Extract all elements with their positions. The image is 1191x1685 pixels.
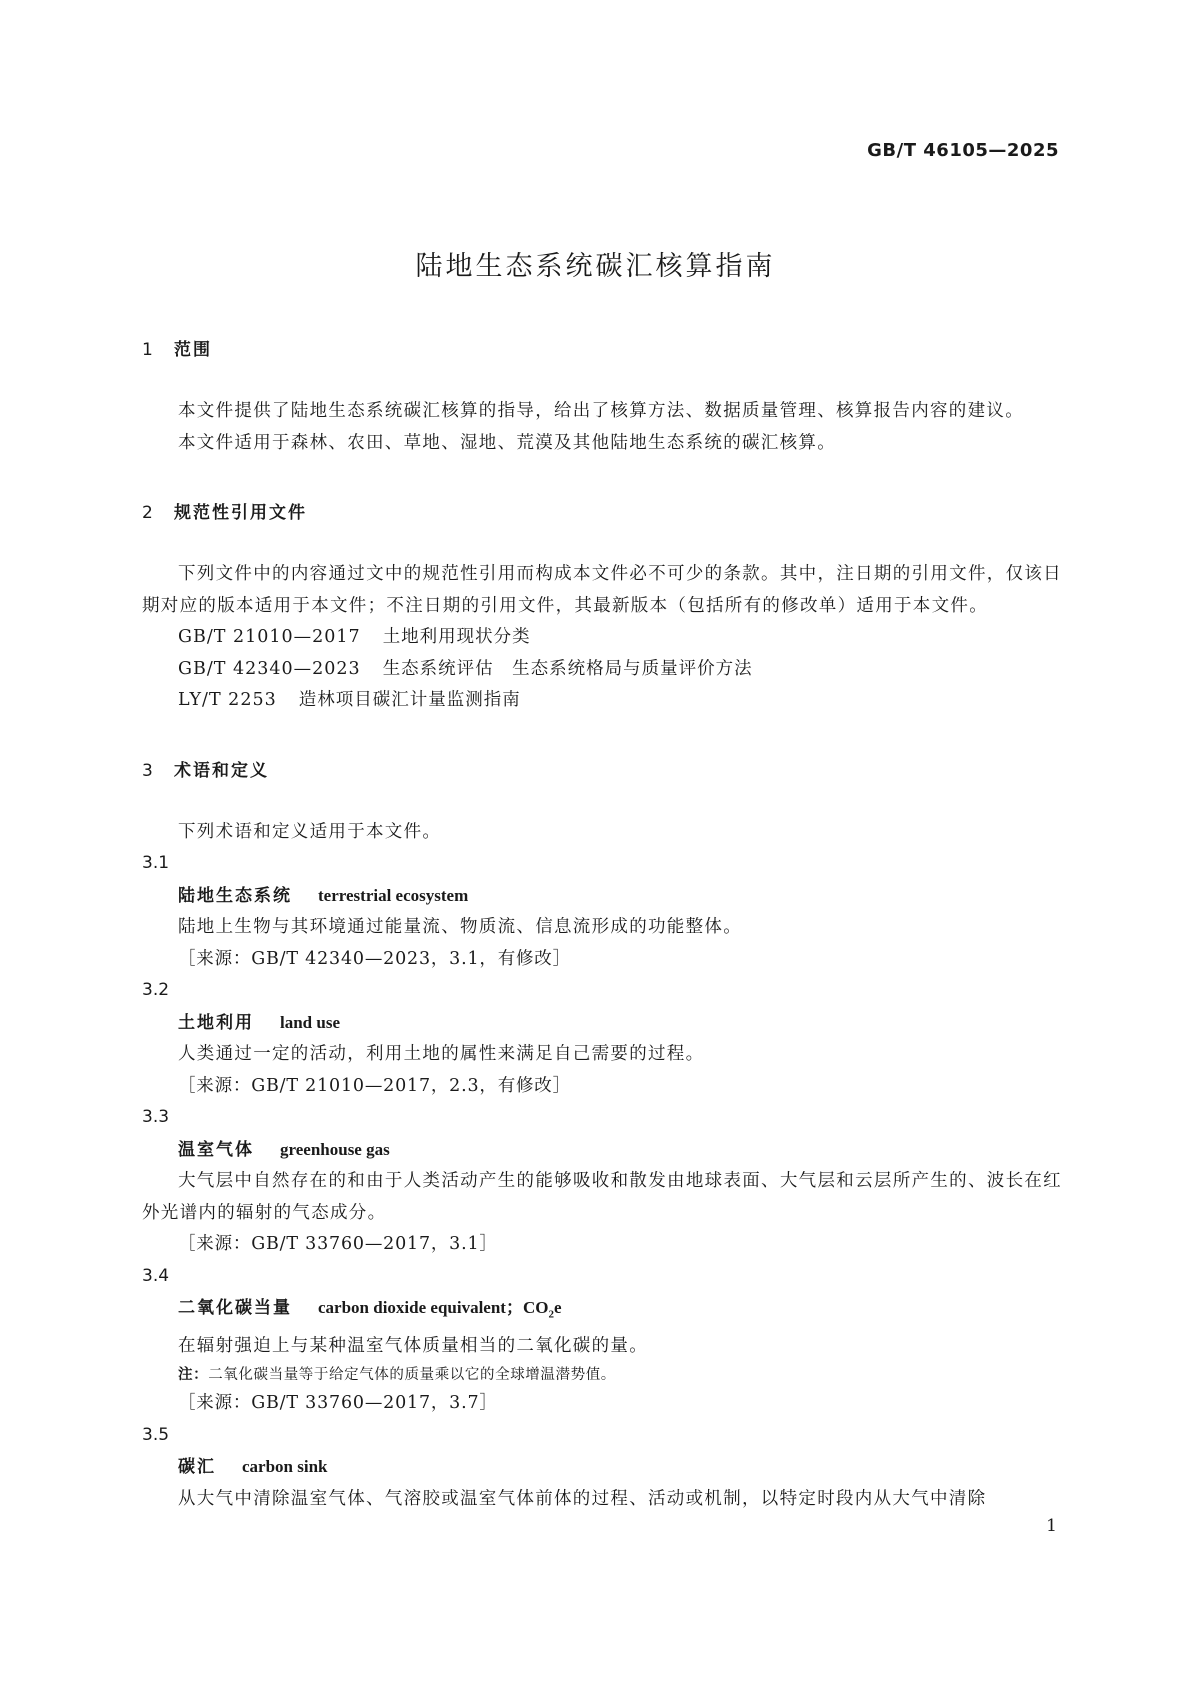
document-body	[142, 336, 1062, 1515]
term-definition: 人类通过一定的活动，利用土地的属性来满足自己需要的过程。	[178, 1044, 705, 1064]
section-number: 3	[142, 760, 155, 781]
term-source: ［来源：GB/T 21010—2017，2.3，有修改］	[178, 1075, 571, 1096]
page-number: 1	[1046, 1516, 1057, 1536]
term-definition: 从大气中清除温室气体、气溶胶或温室气体前体的过程、活动或机制，以特定时段内从大气中清除	[178, 1488, 987, 1509]
section-title: 范围	[174, 340, 212, 360]
reference-code: GB/T 21010—2017	[178, 627, 361, 647]
note-text: 二氧化碳当量等于给定气体的质量乘以它的全球增温潜势值。	[208, 1367, 616, 1384]
term-entry	[142, 1134, 1062, 1167]
document-title: 陆地生态系统碳汇核算指南	[415, 251, 776, 282]
term-en: land use	[280, 1012, 340, 1032]
term-number: 3.3	[142, 1107, 170, 1127]
term-zh: 陆地生态系统	[178, 885, 292, 906]
term-zh: 碳汇	[178, 1457, 216, 1478]
section-heading-normative	[142, 499, 1062, 527]
term-number: 3.4	[142, 1265, 170, 1286]
section-number: 1	[142, 340, 155, 360]
subscript: 2	[548, 1308, 554, 1321]
reference-title: 造林项目碳汇计量监测指南	[298, 690, 521, 710]
section-title: 规范性引用文件	[174, 503, 307, 523]
section-title: 术语和定义	[174, 760, 269, 781]
term-zh: 二氧化碳当量	[178, 1298, 292, 1318]
term-zh: 温室气体	[178, 1139, 254, 1160]
term-definition: 大气层中自然存在的和由于人类活动产生的能够吸收和散发由地球表面、大气层和云层所产生的、波长在红外光谱内的辐射的气态成分。	[142, 1171, 1062, 1223]
reference-item	[142, 685, 1062, 717]
term-definition: 陆地上生物与其环境通过能量流、物质流、信息流形成的功能整体。	[178, 917, 742, 937]
paragraph: 下列术语和定义适用于本文件。	[178, 821, 442, 842]
term-number: 3.2	[142, 980, 170, 1000]
paragraph: 下列文件中的内容通过文中的规范性引用而构成本文件必不可少的条款。其中，注日期的引用文件，仅该日期对应的版本适用于本文件；不注日期的引用文件，其最新版本（包括所有的修改单）适用于本文件。	[142, 564, 1062, 616]
paragraph: 本文件提供了陆地生态系统碳汇核算的指导，给出了核算方法、数据质量管理、核算报告内容的建议。	[178, 401, 1024, 421]
term-entry	[142, 880, 1062, 913]
reference-item	[142, 622, 1062, 654]
term-entry	[142, 1007, 1062, 1040]
term-en-prefix: carbon dioxide equivalent；CO	[318, 1298, 549, 1317]
term-en	[318, 1298, 562, 1321]
section-number: 2	[142, 503, 155, 523]
reference-item	[142, 654, 1062, 686]
term-source: ［来源：GB/T 33760—2017，3.7］	[178, 1393, 498, 1414]
term-number: 3.5	[142, 1424, 170, 1445]
term-en-suffix: e	[553, 1298, 562, 1317]
section-heading-scope	[142, 336, 1062, 364]
reference-title: 生态系统评估 生态系统格局与质量评价方法	[382, 658, 753, 679]
term-definition: 在辐射强迫上与某种温室气体质量相当的二氧化碳的量。	[178, 1335, 648, 1356]
term-en: carbon sink	[242, 1457, 328, 1477]
term-entry	[142, 1451, 1062, 1484]
section-heading-terms	[142, 757, 1062, 785]
reference-title: 土地利用现状分类	[382, 627, 531, 647]
paragraph: 本文件适用于森林、农田、草地、湿地、荒漠及其他陆地生态系统的碳汇核算。	[178, 432, 836, 453]
term-en: terrestrial ecosystem	[318, 885, 469, 905]
reference-code: LY/T 2253	[178, 690, 277, 710]
term-en: greenhouse gas	[280, 1139, 390, 1159]
term-number: 3.1	[142, 853, 170, 873]
note-label: 注：	[178, 1367, 209, 1384]
term-entry	[142, 1292, 1062, 1331]
standard-code: GB/T 46105—2025	[867, 140, 1059, 161]
term-source: ［来源：GB/T 33760—2017，3.1］	[178, 1234, 498, 1254]
term-zh: 土地利用	[178, 1012, 254, 1033]
term-note	[142, 1362, 1062, 1388]
term-source: ［来源：GB/T 42340—2023，3.1，有修改］	[178, 948, 571, 969]
reference-code: GB/T 42340—2023	[178, 658, 361, 679]
